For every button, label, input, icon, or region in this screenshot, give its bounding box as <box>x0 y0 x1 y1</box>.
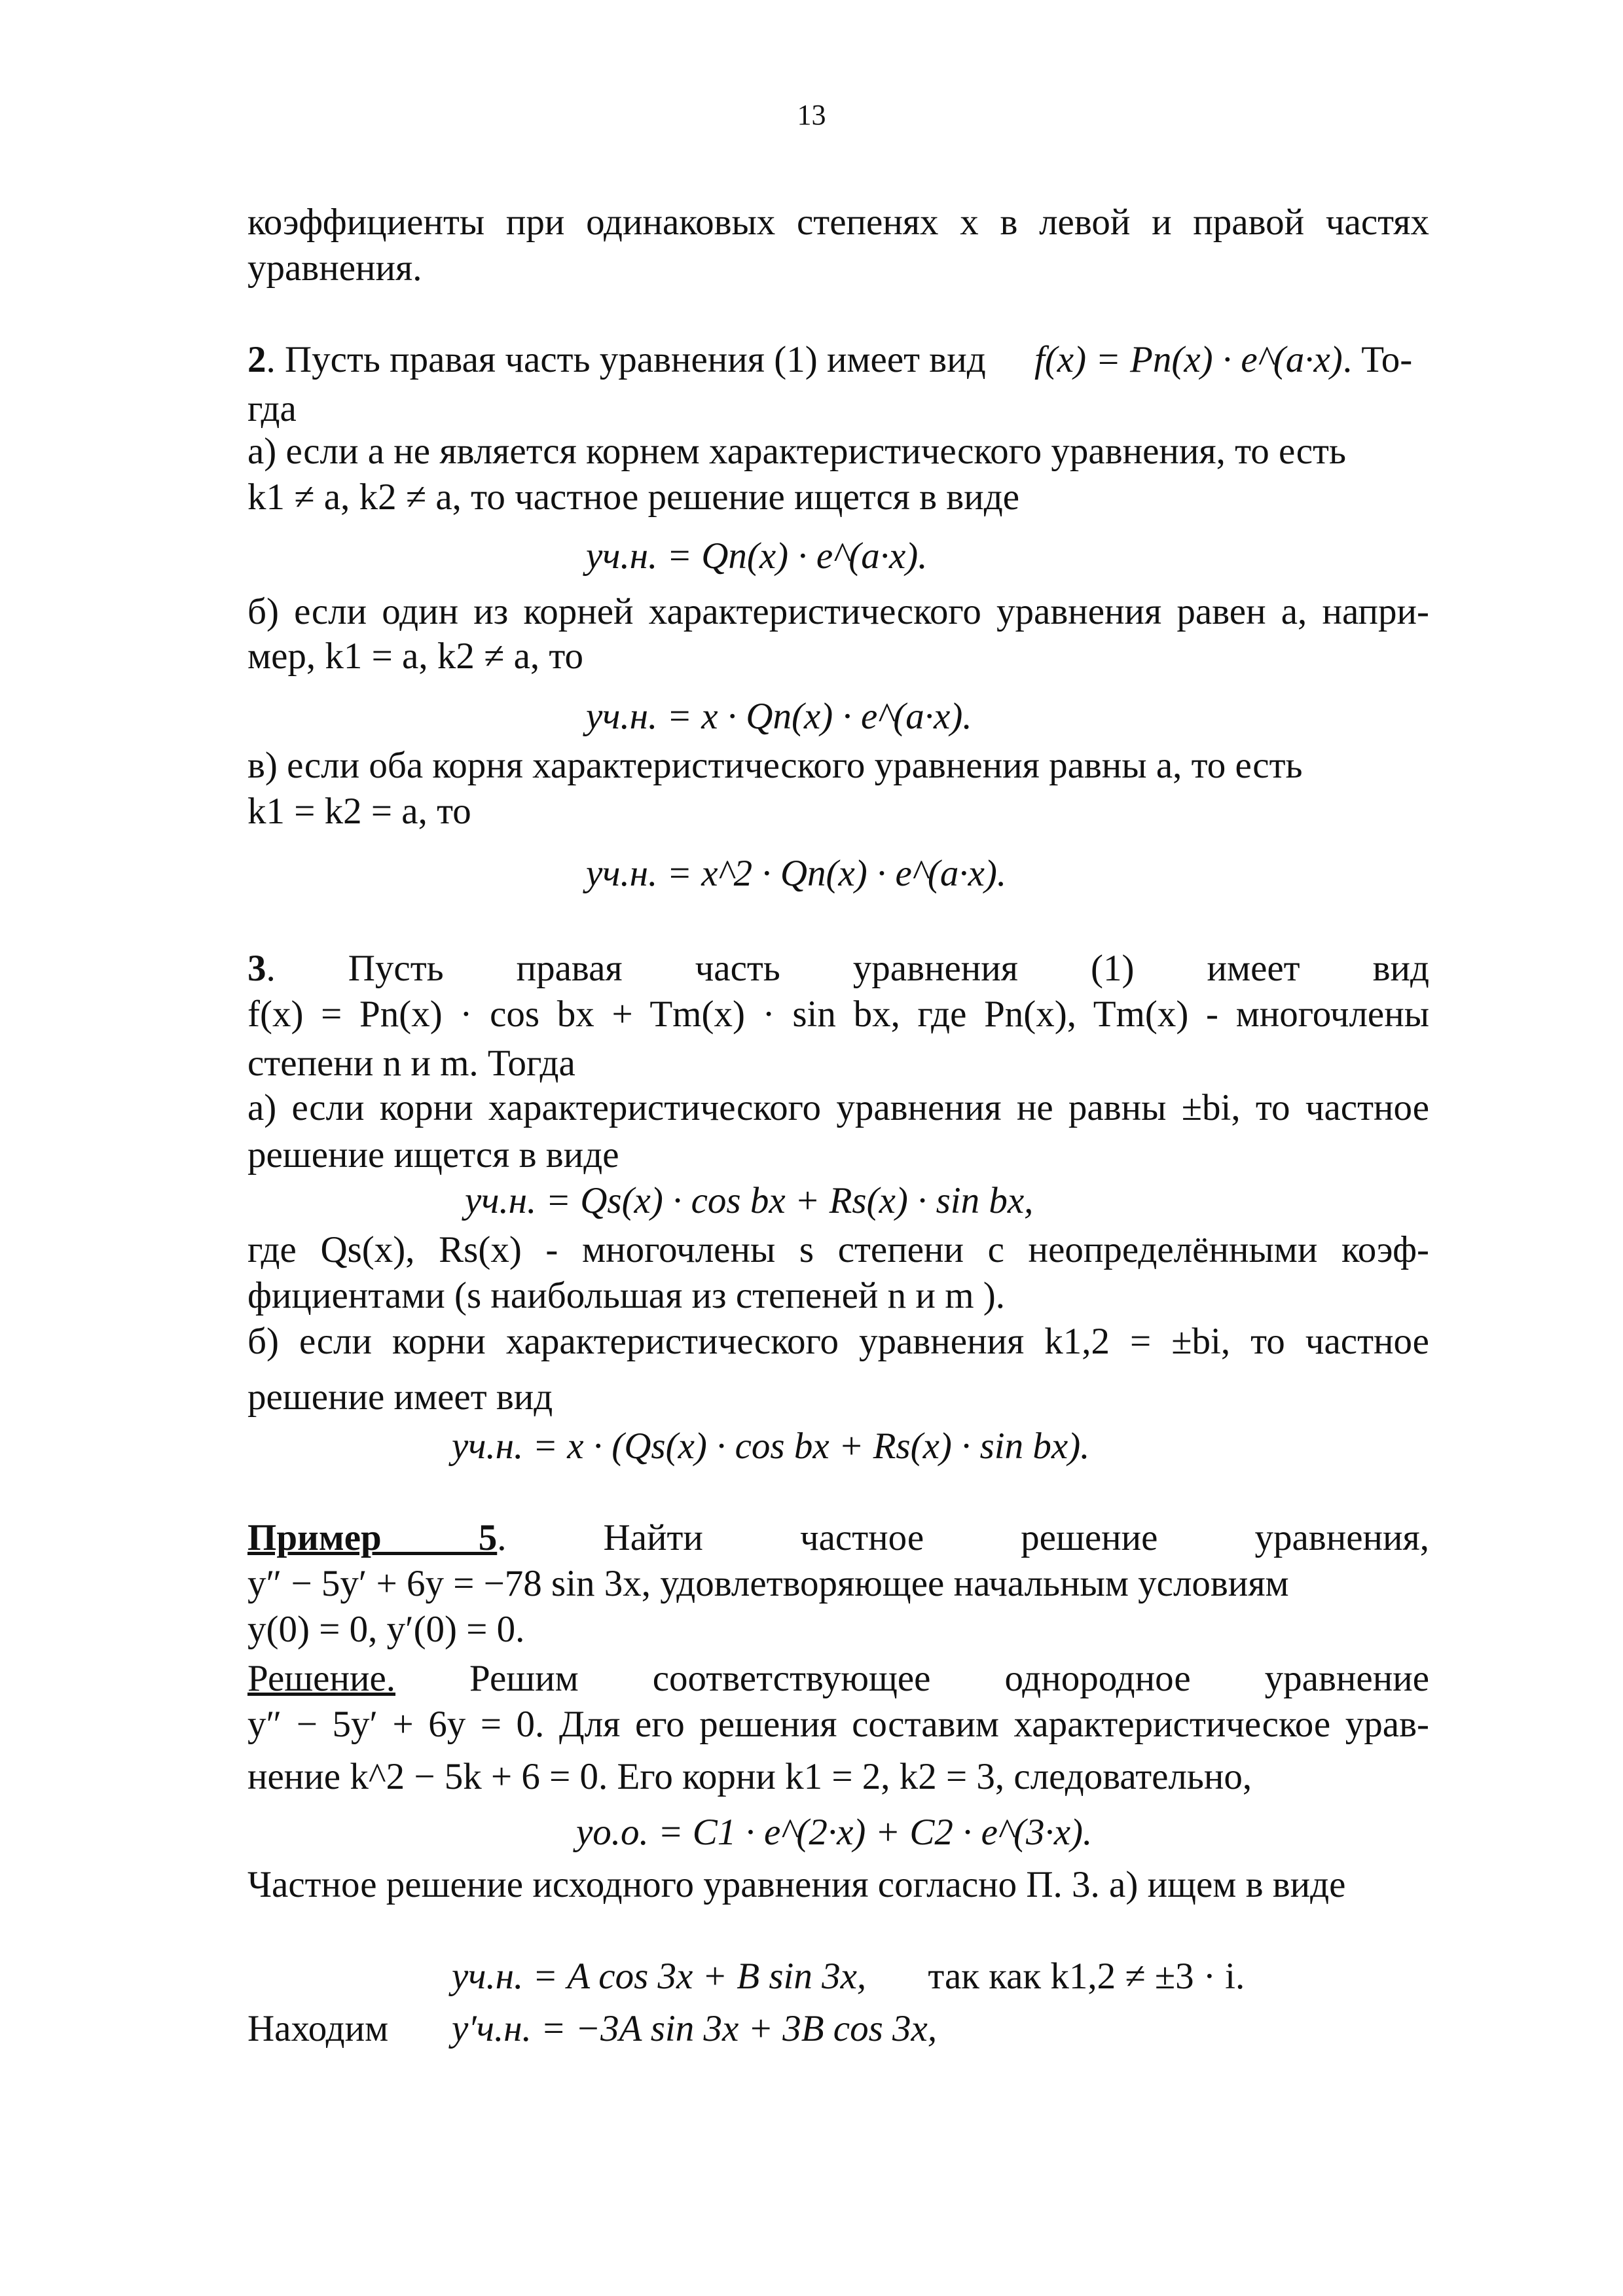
solution-text: Решим соответствующее однородное уравнение <box>469 1658 1429 1699</box>
item3-a-line-3: где Qs(x), Rs(x) - многочлены s степени с неопределёнными коэф- <box>247 1229 1429 1270</box>
item2-c-line-2: k1 = k2 = a, то <box>247 791 471 832</box>
item2-b-formula: yч.н. = x · Qn(x) · e^(a·x). <box>586 696 972 737</box>
item3-number: 3 <box>247 948 266 989</box>
item2-b-line-1: б) если один из корней характеристического уравнения равен a, напри- <box>247 591 1429 632</box>
item2-c-formula: yч.н. = x^2 · Qn(x) · e^(a·x). <box>586 853 1007 894</box>
item3-a-line-2: решение ищется в виде <box>247 1134 619 1175</box>
solution-line-3: нение k^2 − 5k + 6 = 0. Его корни k1 = 2, k2 = 3, следовательно, <box>247 1756 1252 1797</box>
item3-b-line-1: б) если корни характеристического уравнения k1,2 = ±bi, то частное <box>247 1321 1429 1362</box>
solution-line-1 <box>247 1656 1429 1702</box>
item3-b-line-2: решение имеет вид <box>247 1376 553 1418</box>
item3-a-line-4: фициентами (s наибольшая из степеней n и m ). <box>247 1275 1006 1316</box>
item3-b-formula: yч.н. = x · (Qs(x) · cos bx + Rs(x) · sin bx). <box>452 1426 1090 1467</box>
item2-b-line-2: мер, k1 = a, k2 ≠ a, то <box>247 636 584 677</box>
item2-text: . Пусть правая часть уравнения (1) имеет вид <box>266 339 986 380</box>
page-number: 13 <box>797 99 826 131</box>
item2-number: 2 <box>247 339 266 380</box>
solution-find-row <box>247 2006 1429 2052</box>
solution-formula-particular: yч.н. = A cos 3x + B sin 3x, <box>452 1956 867 1997</box>
example-line-2: y″ − 5y′ + 6y = −78 sin 3x, удовлетворяющее начальным условиям <box>247 1563 1289 1604</box>
solution-find-label: Находим <box>247 2008 389 2049</box>
example-task: Найти частное решение уравнения, <box>603 1517 1430 1558</box>
item3-line-2: f(x) = Pn(x) · cos bx + Tm(x) · sin bx, где Pn(x), Tm(x) - многочлены <box>247 994 1429 1035</box>
intro-line-2: уравнения. <box>247 247 422 289</box>
item3-a-formula: yч.н. = Qs(x) · cos bx + Rs(x) · sin bx, <box>465 1180 1034 1221</box>
example-line-3: y(0) = 0, y′(0) = 0. <box>247 1609 525 1650</box>
item2-a-line-2: k1 ≠ a, k2 ≠ a, то частное решение ищется в виде <box>247 476 1019 518</box>
item3-line-3: степени n и m. Тогда <box>247 1043 575 1084</box>
solution-formula-note: так как k1,2 ≠ ±3 · i. <box>928 1956 1245 1997</box>
item3-text: . Пусть правая часть уравнения (1) имеет вид <box>266 948 1429 989</box>
solution-label: Решение. <box>247 1658 395 1699</box>
example-dot: . <box>497 1517 507 1558</box>
solution-formula-derivative: y′ч.н. = −3A sin 3x + 3B cos 3x, <box>452 2008 938 2049</box>
solution-line-2: y″ − 5y′ + 6y = 0. Для его решения составим характеристическое урав- <box>247 1704 1429 1745</box>
item2-a-line-1: а) если a не является корнем характеристического уравнения, то есть <box>247 431 1346 472</box>
item2-text-end: . То- <box>1342 339 1413 380</box>
intro-line-1: коэффициенты при одинаковых степенях x в левой и правой частях <box>247 202 1429 243</box>
item2-a-formula: yч.н. = Qn(x) · e^(a·x). <box>586 535 928 577</box>
item2-formula: f(x) = Pn(x) · e^(a·x) <box>1034 339 1343 380</box>
example-title: Пример 5 <box>247 1517 498 1558</box>
item3-a-line-1: а) если корни характеристического уравнения не равны ±bi, то частное <box>247 1087 1429 1128</box>
example-line-1 <box>247 1515 1429 1561</box>
solution-formula-general: yо.о. = C1 · e^(2·x) + C2 · e^(3·x). <box>576 1812 1093 1853</box>
item2-line-2: гда <box>247 388 297 429</box>
solution-line-4: Частное решение исходного уравнения согласно П. 3. а) ищем в виде <box>247 1864 1346 1905</box>
item3-line-1 <box>247 946 1429 992</box>
solution-formula-particular-row <box>452 1954 1434 2000</box>
item2-line-1 <box>247 337 1429 383</box>
item2-c-line-1: в) если оба корня характеристического уравнения равны a, то есть <box>247 745 1303 786</box>
